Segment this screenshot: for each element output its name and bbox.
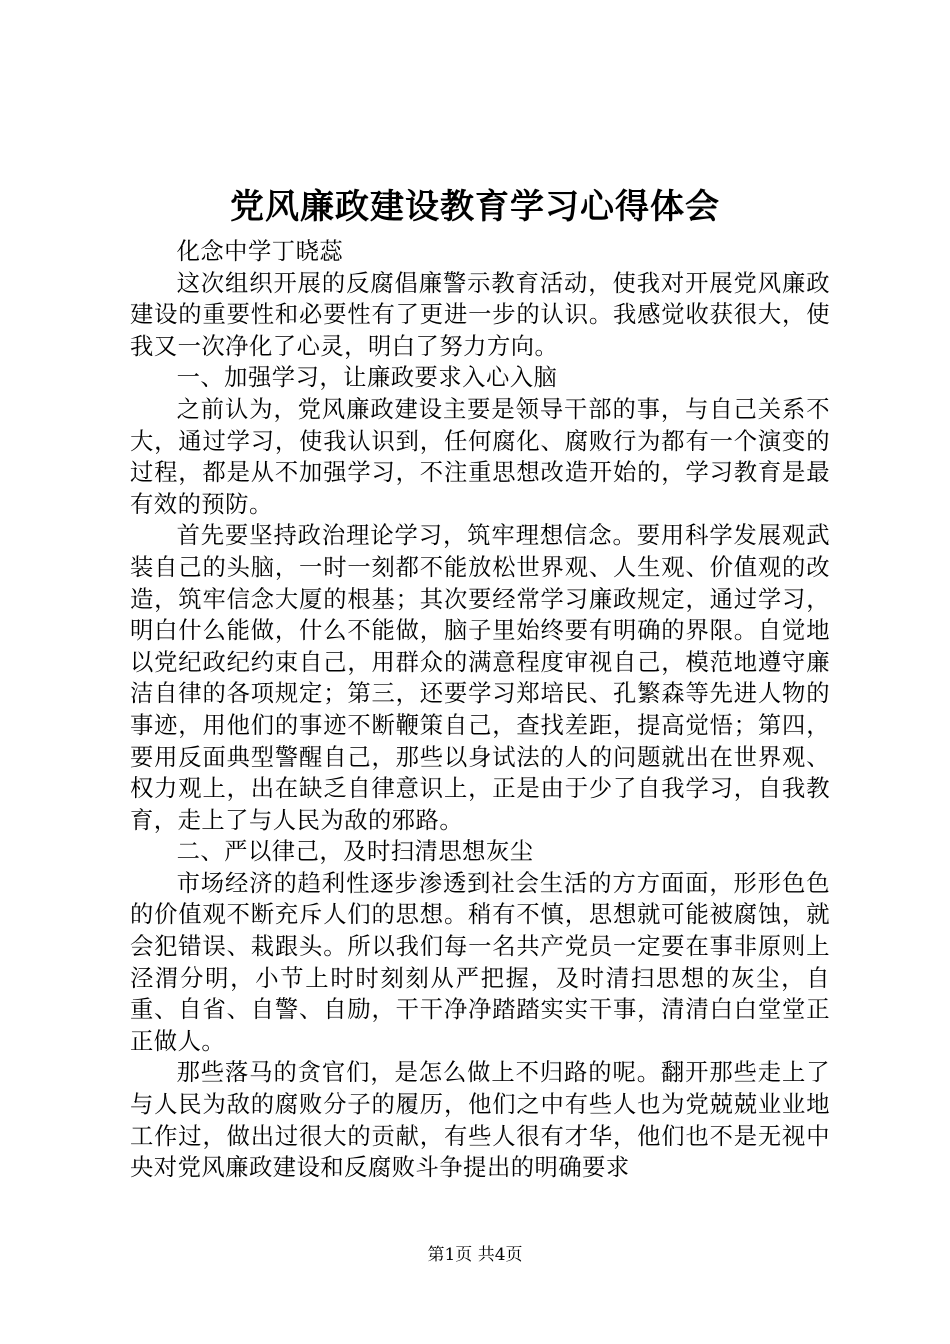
page-number-footer: 第1页 共4页 [427,1245,523,1265]
document-title: 党风廉政建设教育学习心得体会 [230,187,720,227]
paragraph-intro: 这次组织开展的反腐倡廉警示教育活动，使我对开展党风廉政建设的重要性和必要性有了更进一步的认识。我感觉收获很大，使我又一次净化了心灵，明白了努力方向。 [130,269,830,360]
author-line: 化念中学丁晓蕊 [176,238,344,265]
paragraph-section1-a: 之前认为，党风廉政建设主要是领导干部的事，与自己关系不大，通过学习，使我认识到，任何腐化、腐败行为都有一个演变的过程，都是从不加强学习，不注重思想改造开始的，学习教育是最有效的预防。 [130,395,830,518]
document-body [130,236,830,1184]
paragraph-section2-a: 市场经济的趋利性逐步渗透到社会生活的方方面面，形形色色的价值观不断充斥人们的思想。稍有不慎，思想就可能被腐蚀，就会犯错误、栽跟头。所以我们每一名共产党员一定要在事非原则上泾渭分明，小节上时时刻刻从严把握，及时清扫思想的灰尘，自重、自省、自警、自励，干干净净踏踏实实干事，清清白白堂堂正正做人。 [130,869,830,1055]
section-heading-2: 二、严以律己，及时扫清思想灰尘 [176,838,534,866]
paragraph-section2-b: 那些落马的贪官们，是怎么做上不归路的呢。翻开那些走上了与人民为敌的腐败分子的履历，他们之中有些人也为党兢兢业业地工作过，做出过很大的贡献，有些人很有才华，他们也不是无视中央对党风廉政建设和反腐败斗争提出的明确要求 [130,1059,830,1182]
paragraph-section1-b: 首先要坚持政治理论学习，筑牢理想信念。要用科学发展观武装自己的头脑，一时一刻都不能放松世界观、人生观、价值观的改造，筑牢信念大厦的根基；其次要经常学习廉政规定，通过学习，明白什么能做，什么不能做，脑子里始终要有明确的界限。自觉地以党纪政纪约束自己，用群众的满意程度审视自己，模范地遵守廉洁自律的各项规定；第三，还要学习郑培民、孔繁森等先进人物的事迹，用他们的事迹不断鞭策自己，查找差距，提高觉悟；第四，要用反面典型警醒自己，那些以身试法的人的问题就出在世界观、权力观上，出在缺乏自律意识上，正是由于少了自我学习，自我教育，走上了与人民为敌的邪路。 [130,522,830,834]
section-heading-1: 一、加强学习，让廉政要求入心入脑 [176,364,558,392]
